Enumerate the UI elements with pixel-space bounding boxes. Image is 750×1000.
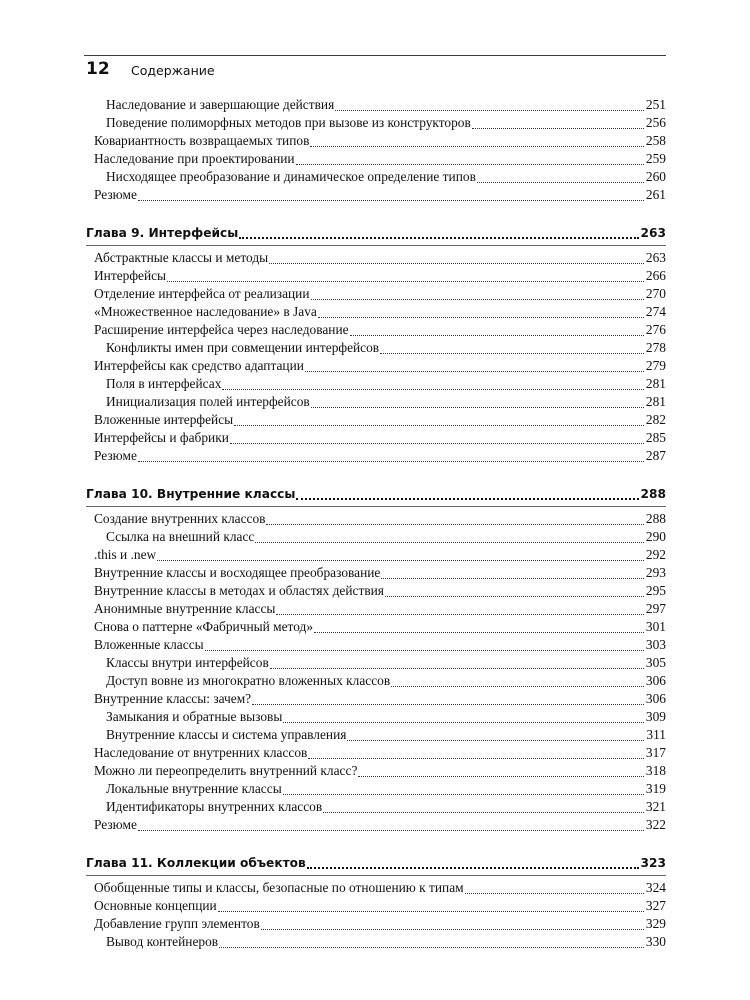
- toc-entry[interactable]: [94, 690, 666, 708]
- page-number: 12: [86, 59, 110, 79]
- dot-leader: [308, 758, 644, 759]
- toc-entry[interactable]: [94, 321, 666, 339]
- toc-entry[interactable]: [106, 726, 666, 744]
- entry-title: Внутренние классы: зачем?: [94, 691, 252, 706]
- entry-page-number: 322: [645, 817, 666, 832]
- entry-title: Наследование при проектировании: [94, 151, 295, 166]
- toc-entry[interactable]: [94, 546, 666, 564]
- entry-page-number: 292: [645, 547, 666, 562]
- dot-leader: [381, 578, 644, 579]
- entry-page-number: 256: [645, 115, 666, 130]
- toc-entry[interactable]: [94, 816, 666, 834]
- entry-page-number: 266: [645, 268, 666, 283]
- chapter-page-number: 288: [640, 487, 666, 501]
- entry-title: Резюме: [94, 187, 137, 202]
- entry-title: Внутренние классы и система управления: [106, 727, 347, 742]
- chapter-heading[interactable]: [86, 485, 666, 503]
- toc-entry[interactable]: [94, 357, 666, 375]
- entry-title: Инициализация полей интерфейсов: [106, 394, 310, 409]
- toc-entry[interactable]: [94, 915, 666, 933]
- entry-title: Замыкания и обратные вызовы: [106, 709, 283, 724]
- toc-entry[interactable]: [106, 672, 666, 690]
- toc-entry[interactable]: [94, 762, 666, 780]
- entry-page-number: 278: [645, 340, 666, 355]
- toc-entry[interactable]: [94, 447, 666, 465]
- dot-leader: [218, 911, 644, 912]
- entry-title: Расширение интерфейса через наследование: [94, 322, 349, 337]
- entry-page-number: 281: [645, 394, 666, 409]
- toc-entry[interactable]: [106, 393, 666, 411]
- entry-page-number: 319: [645, 781, 666, 796]
- entry-page-number: 274: [645, 304, 666, 319]
- dot-leader: [305, 371, 644, 372]
- dot-leader: [239, 237, 638, 239]
- toc-entry[interactable]: [94, 150, 666, 168]
- entry-title: Интерфейсы и фабрики: [94, 430, 229, 445]
- dot-leader: [296, 498, 638, 500]
- toc-entry[interactable]: [94, 267, 666, 285]
- entry-page-number: 303: [645, 637, 666, 652]
- chapter-rule: [86, 245, 666, 246]
- entry-title: Идентификаторы внутренних классов: [106, 799, 323, 814]
- entry-page-number: 318: [645, 763, 666, 778]
- entry-page-number: 281: [645, 376, 666, 391]
- entry-page-number: 260: [645, 169, 666, 184]
- toc-entry[interactable]: [94, 564, 666, 582]
- entry-page-number: 309: [645, 709, 666, 724]
- entry-title: Ковариантность возвращаемых типов: [94, 133, 310, 148]
- entry-page-number: 259: [645, 151, 666, 166]
- chapter-rule: [86, 875, 666, 876]
- dot-leader: [335, 110, 644, 111]
- toc-entry[interactable]: [94, 249, 666, 267]
- entry-title: Внутренние классы и восходящее преобразование: [94, 565, 381, 580]
- toc-entry[interactable]: [94, 618, 666, 636]
- entry-title: Отделение интерфейса от реализации: [94, 286, 310, 301]
- entry-title: Внутренние классы в методах и областях действия: [94, 583, 384, 598]
- chapter-title: Глава 10. Внутренние классы: [86, 487, 296, 501]
- dot-leader: [477, 182, 644, 183]
- dot-leader: [385, 596, 644, 597]
- entry-page-number: 279: [645, 358, 666, 373]
- entry-page-number: 251: [645, 97, 666, 112]
- dot-leader: [266, 524, 643, 525]
- entry-page-number: 293: [645, 565, 666, 580]
- entry-title: Вложенные интерфейсы: [94, 412, 234, 427]
- dot-leader: [138, 461, 644, 462]
- toc-entry[interactable]: [106, 933, 666, 951]
- entry-title: Классы внутри интерфейсов: [106, 655, 269, 670]
- toc-entry[interactable]: [106, 798, 666, 816]
- entry-title: Поля в интерфейсах: [106, 376, 222, 391]
- dot-leader: [230, 443, 644, 444]
- chapter-heading[interactable]: [86, 854, 666, 872]
- dot-leader: [318, 317, 644, 318]
- entry-title: Резюме: [94, 448, 137, 463]
- running-head: Содержание: [131, 63, 215, 78]
- dot-leader: [283, 722, 644, 723]
- entry-title: Поведение полиморфных методов при вызове из конструкторов: [106, 115, 471, 130]
- entry-page-number: 321: [645, 799, 666, 814]
- entry-title: Ссылка на внешний класс: [106, 529, 255, 544]
- dot-leader: [276, 614, 643, 615]
- chapter-page-number: 323: [640, 856, 666, 870]
- dot-leader: [311, 299, 644, 300]
- entry-title: .this и .new: [94, 547, 157, 562]
- entry-page-number: 261: [645, 187, 666, 202]
- entry-title: Вложенные классы: [94, 637, 204, 652]
- toc-entry[interactable]: [94, 411, 666, 429]
- toc-entry[interactable]: [94, 186, 666, 204]
- entry-page-number: 329: [645, 916, 666, 931]
- entry-page-number: 288: [645, 511, 666, 526]
- toc-entry[interactable]: [94, 897, 666, 915]
- entry-title: Добавление групп элементов: [94, 916, 260, 931]
- entry-page-number: 311: [646, 727, 666, 742]
- dot-leader: [283, 794, 644, 795]
- entry-title: Анонимные внутренние классы: [94, 601, 276, 616]
- dot-leader: [323, 812, 644, 813]
- entry-title: Интерфейсы как средство адаптации: [94, 358, 304, 373]
- chapter-title: Глава 9. Интерфейсы: [86, 226, 239, 240]
- dot-leader: [391, 686, 644, 687]
- entry-title: Доступ вовне из многократно вложенных классов: [106, 673, 391, 688]
- entry-title: «Множественное наследование» в Java: [94, 304, 317, 319]
- toc-entry[interactable]: [94, 510, 666, 528]
- entry-page-number: 327: [645, 898, 666, 913]
- dot-leader: [311, 407, 644, 408]
- dot-leader: [310, 146, 643, 147]
- toc-entry[interactable]: [106, 114, 666, 132]
- entry-page-number: 305: [645, 655, 666, 670]
- dot-leader: [234, 425, 644, 426]
- dot-leader: [219, 947, 644, 948]
- dot-leader: [472, 128, 644, 129]
- dot-leader: [347, 740, 644, 741]
- entry-title: Наследование от внутренних классов: [94, 745, 308, 760]
- entry-page-number: 263: [645, 250, 666, 265]
- dot-leader: [222, 389, 644, 390]
- chapter-rule: [86, 506, 666, 507]
- entry-page-number: 282: [645, 412, 666, 427]
- toc-entry[interactable]: [94, 303, 666, 321]
- toc-entry[interactable]: [106, 780, 666, 798]
- chapter-heading[interactable]: [86, 224, 666, 242]
- dot-leader: [205, 650, 644, 651]
- header-rule: [84, 55, 666, 56]
- dot-leader: [269, 263, 644, 264]
- toc-entry[interactable]: [106, 375, 666, 393]
- entry-title: Обобщенные типы и классы, безопасные по отношению к типам: [94, 880, 464, 895]
- entry-page-number: 287: [645, 448, 666, 463]
- entry-title: Наследование и завершающие действия: [106, 97, 335, 112]
- entry-title: Создание внутренних классов: [94, 511, 266, 526]
- entry-title: Нисходящее преобразование и динамическое определение типов: [106, 169, 476, 184]
- toc-entry[interactable]: [106, 708, 666, 726]
- dot-leader: [380, 353, 644, 354]
- toc-entry[interactable]: [106, 168, 666, 186]
- entry-title: Основные концепции: [94, 898, 217, 913]
- entry-page-number: 276: [645, 322, 666, 337]
- toc-entry[interactable]: [94, 879, 666, 897]
- toc-entry[interactable]: [106, 96, 666, 114]
- dot-leader: [167, 281, 644, 282]
- dot-leader: [465, 893, 644, 894]
- toc-entry[interactable]: [94, 744, 666, 762]
- dot-leader: [138, 830, 644, 831]
- dot-leader: [350, 335, 644, 336]
- entry-page-number: 258: [645, 133, 666, 148]
- chapter-page-number: 263: [640, 226, 666, 240]
- entry-page-number: 285: [645, 430, 666, 445]
- toc-entry[interactable]: [94, 582, 666, 600]
- entry-title: Абстрактные классы и методы: [94, 250, 269, 265]
- entry-page-number: 301: [645, 619, 666, 634]
- entry-page-number: 290: [645, 529, 666, 544]
- entry-title: Снова о паттерне «Фабричный метод»: [94, 619, 314, 634]
- toc-entry[interactable]: [94, 600, 666, 618]
- toc-entry[interactable]: [94, 132, 666, 150]
- toc-entry[interactable]: [94, 285, 666, 303]
- toc-entry[interactable]: [106, 339, 666, 357]
- entry-page-number: 330: [645, 934, 666, 949]
- dot-leader: [296, 164, 644, 165]
- dot-leader: [138, 200, 644, 201]
- dot-leader: [255, 542, 644, 543]
- entry-title: Резюме: [94, 817, 137, 832]
- entry-title: Можно ли переопределить внутренний класс?: [94, 763, 358, 778]
- dot-leader: [261, 929, 644, 930]
- entry-page-number: 306: [645, 673, 666, 688]
- dot-leader: [307, 867, 639, 869]
- dot-leader: [252, 704, 644, 705]
- entry-page-number: 306: [645, 691, 666, 706]
- toc-entry[interactable]: [94, 636, 666, 654]
- entry-page-number: 317: [645, 745, 666, 760]
- entry-title: Интерфейсы: [94, 268, 167, 283]
- entry-title: Вывод контейнеров: [106, 934, 219, 949]
- entry-page-number: 297: [645, 601, 666, 616]
- toc-entry[interactable]: [106, 654, 666, 672]
- entry-page-number: 295: [645, 583, 666, 598]
- dot-leader: [358, 776, 644, 777]
- chapter-title: Глава 11. Коллекции объектов: [86, 856, 306, 870]
- entry-title: Локальные внутренние классы: [106, 781, 282, 796]
- entry-page-number: 270: [645, 286, 666, 301]
- toc-entry[interactable]: [94, 429, 666, 447]
- entry-title: Конфликты имен при совмещении интерфейсов: [106, 340, 380, 355]
- toc-entry[interactable]: [106, 528, 666, 546]
- dot-leader: [157, 560, 644, 561]
- entry-page-number: 324: [645, 880, 666, 895]
- dot-leader: [314, 632, 644, 633]
- dot-leader: [270, 668, 644, 669]
